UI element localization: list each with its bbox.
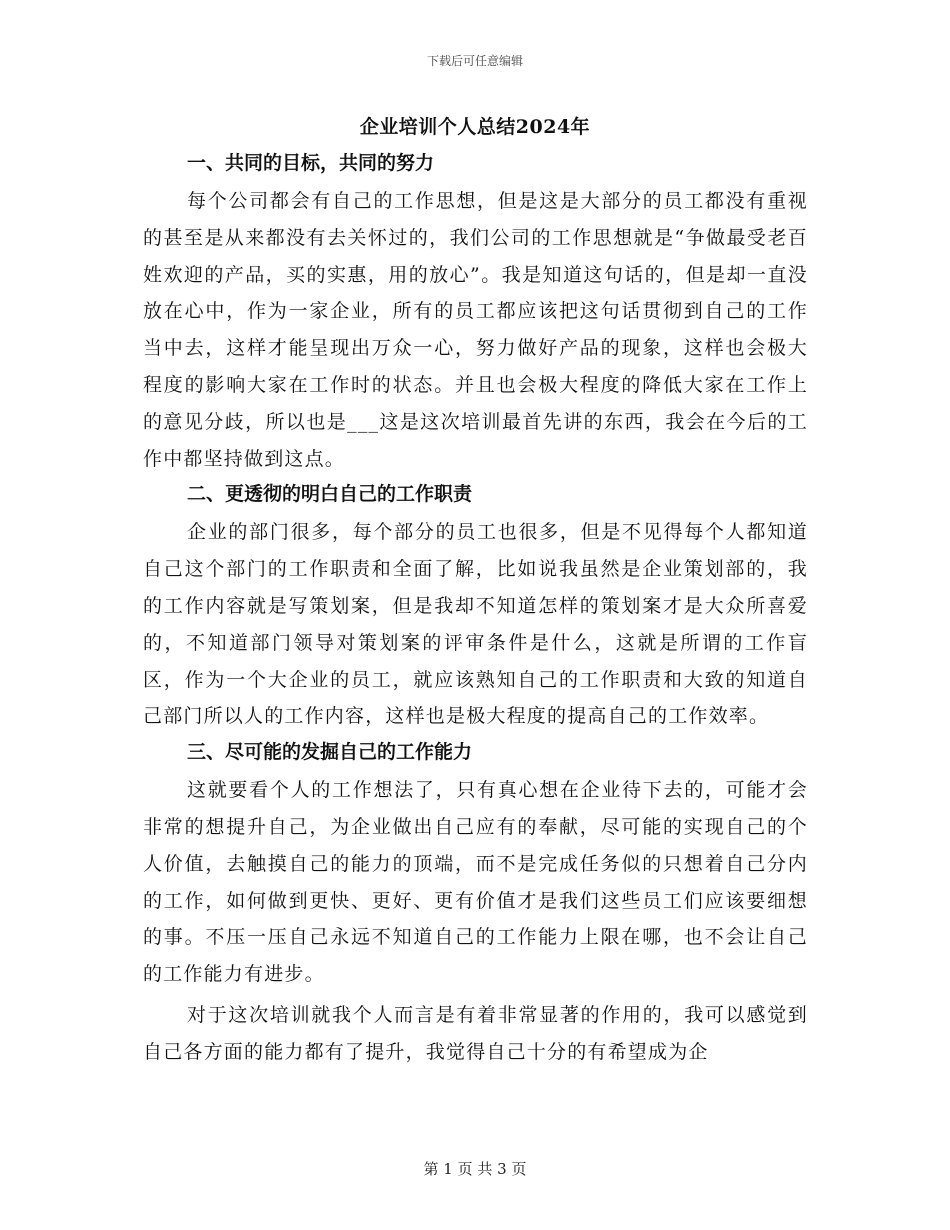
section-3-paragraph-1: 这就要看个人的工作想法了，只有真心想在企业待下去的，可能才会非常的想提升自己，为企业做出自己应有的奉献，尽可能的实现自己的个人价值，去触摸自己的能力的顶端，而不是完成任务似的只想着自己分内的工作，如何做到更快、更好、更有价值才是我们这些员工们应该要细想的事。不压一压自己永远不知道自己的工作能力上限在哪，也不会让自己的工作能力有进步。 xyxy=(143,779,808,986)
page-number: 第 1 页 共 3 页 xyxy=(423,1160,527,1178)
section-heading-3: 三、尽可能的发掘自己的工作能力 xyxy=(187,741,473,764)
header-note: 下载后可任意编辑 xyxy=(426,54,523,68)
section-1-paragraph-1: 每个公司都会有自己的工作思想，但是这是大部分的员工都没有重视的甚至是从来都没有去关怀过的，我们公司的工作思想就是“争做最受老百姓欢迎的产品，买的实惠，用的放心”。我是知道这句话的，但是却一直没放在心中，作为一家企业，所有的员工都应该把这句话贯彻到自己的工作当中去，这样才能呈现出万众一心，努力做好产品的现象，这样也会极大程度的影响大家在工作时的状态。并且也会极大程度的降低大家在工作上的意见分歧，所以也是___这是这次培训最首先讲的东西，我会在今后的工作中都坚持做到这点。 xyxy=(143,190,808,470)
section-2-paragraph-1: 企业的部门很多，每个部分的员工也很多，但是不见得每个人都知道自己这个部门的工作职责和全面了解，比如说我虽然是企业策划部的，我的工作内容就是写策划案，但是我却不知道怎样的策划案才是大众所喜爱的，不知道部门领导对策划案的评审条件是什么，这就是所谓的工作盲区，作为一个大企业的员工，就应该熟知自己的工作职责和大致的知道自己部门所以人的工作内容，这样也是极大程度的提高自己的工作效率。 xyxy=(143,521,808,728)
section-3-paragraph-2: 对于这次培训就我个人而言是有着非常显著的作用的，我可以感觉到自己各方面的能力都有了提升，我觉得自己十分的有希望成为企 xyxy=(143,1003,808,1063)
section-heading-2: 二、更透彻的明白自己的工作职责 xyxy=(187,483,473,506)
section-heading-1: 一、共同的目标，共同的努力 xyxy=(187,152,435,174)
document-body xyxy=(143,148,808,1071)
document-title: 企业培训个人总结2024年 xyxy=(359,116,591,138)
